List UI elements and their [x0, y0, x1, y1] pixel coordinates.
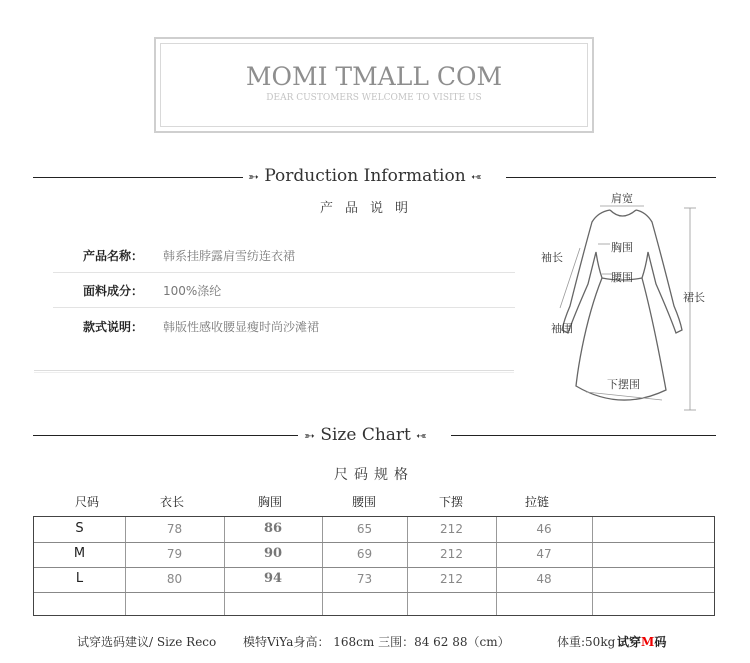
tried-size-value: M — [641, 635, 655, 649]
table-cell-size: M — [73, 546, 86, 561]
table-cell: 86 — [263, 521, 283, 536]
table-cell: 90 — [263, 546, 283, 561]
table-cell: 212 — [440, 522, 463, 536]
tried-size-suffix: 码 — [654, 635, 667, 649]
model-weight: 体重:50kg — [557, 635, 616, 649]
tried-size-prefix: 试穿 — [617, 635, 642, 649]
table-header: 下摆 — [439, 495, 464, 509]
table-row-empty — [34, 592, 714, 615]
table-row — [34, 517, 714, 543]
info-value: 100%涤纶 — [163, 284, 222, 298]
diagram-label-shoulder: 肩宽 — [611, 192, 633, 205]
section-divider-left — [33, 435, 298, 436]
info-label: 产品名称： — [83, 249, 144, 263]
table-cell: 48 — [536, 572, 552, 586]
arrow-ornament-icon: ➳ — [471, 170, 482, 185]
table-cell: 94 — [263, 571, 283, 586]
model-measurements: 模特ViYa身高： 168cm 三围：84 62 88（cm） — [243, 635, 510, 649]
info-label: 款式说明： — [83, 320, 144, 334]
table-cell: 46 — [536, 522, 552, 536]
size-chart-cn-title: 尺码规格 — [334, 467, 414, 483]
table-cell: 212 — [440, 547, 463, 561]
production-title-text: Porduction Information — [264, 166, 466, 186]
section-divider-left — [33, 177, 243, 178]
size-table — [33, 516, 715, 616]
arrow-ornament-icon: ➳ — [248, 170, 259, 185]
table-cell: 65 — [356, 522, 373, 536]
table-row — [34, 542, 714, 568]
table-cell: 212 — [440, 572, 463, 586]
size-chart-title-text: Size Chart — [320, 425, 411, 445]
table-cell: 69 — [356, 547, 373, 561]
table-header: 尺码 — [75, 495, 100, 509]
diagram-label-waist: 腰围 — [611, 271, 633, 284]
table-header: 胸围 — [258, 495, 283, 509]
info-value: 韩系挂脖露肩雪纺连衣裙 — [163, 249, 296, 263]
info-label: 面料成分： — [83, 284, 144, 298]
table-header: 衣长 — [160, 495, 185, 509]
arrow-ornament-icon: ➳ — [416, 429, 428, 444]
section-divider-right — [506, 177, 716, 178]
info-row-style — [53, 308, 515, 343]
table-cell: 73 — [356, 572, 373, 586]
production-cn-title: 产品说明 — [320, 201, 421, 216]
info-value: 韩版性感收腰显瘦时尚沙滩裙 — [163, 320, 320, 334]
info-row-name — [53, 237, 515, 273]
table-header: 腰围 — [352, 495, 377, 509]
table-cell-size: L — [75, 571, 84, 586]
diagram-label-length: 裙长 — [683, 291, 705, 304]
table-cell: 78 — [166, 522, 183, 536]
diagram-label-cuff: 袖围 — [551, 322, 573, 335]
table-cell-size: S — [75, 521, 84, 536]
table-cell: 80 — [166, 572, 183, 586]
section-divider-right — [451, 435, 716, 436]
table-cell: 79 — [166, 547, 183, 561]
brand-banner — [154, 37, 594, 133]
size-chart-section-title — [304, 425, 427, 445]
table-row — [34, 567, 714, 593]
tried-size — [617, 633, 666, 650]
table-header: 拉链 — [525, 495, 550, 509]
production-section-title — [248, 166, 482, 186]
diagram-label-sleeve: 袖长 — [541, 251, 563, 264]
table-cell: 47 — [536, 547, 552, 561]
info-bottom-divider — [34, 370, 514, 373]
diagram-label-bust: 胸围 — [611, 241, 633, 254]
size-recommendation-label: 试穿选码建议/ Size Reco — [77, 635, 217, 649]
brand-subtitle: DEAR CUSTOMERS WELCOME TO VISITE US — [266, 93, 482, 103]
brand-banner-inner — [160, 43, 588, 127]
brand-title: MOMI TMALL COM — [245, 62, 503, 91]
info-row-fabric — [53, 272, 515, 308]
diagram-label-hem: 下摆围 — [607, 378, 640, 391]
arrow-ornament-icon: ➳ — [304, 429, 315, 444]
